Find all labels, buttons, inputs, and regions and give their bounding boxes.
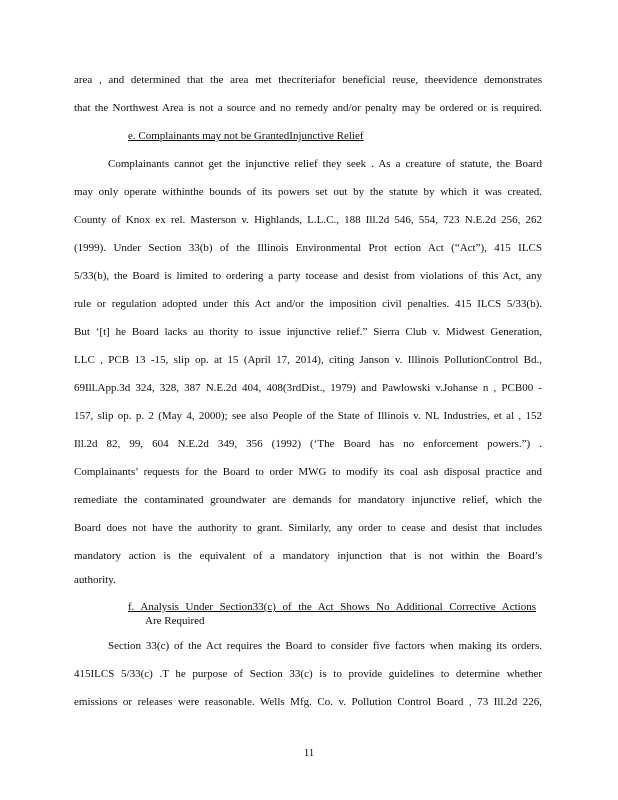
- section-heading-f: f. Analysis Under Section33(c) of the Act Shows No Additional Corrective Actions: [128, 601, 536, 613]
- text-line: Board does not have the authority to grant. Similarly, any order to cease and desist that includes: [74, 522, 542, 534]
- text-line: may only operate withinthe bounds of its powers set out by the statute by which it was created.: [74, 186, 542, 198]
- section-heading-e: e. Complainants may not be GrantedInjunctive Relief: [128, 130, 364, 142]
- text-line: remediate the contaminated groundwater are demands for mandatory injunctive relief, which the: [74, 494, 542, 506]
- citation-line: County of Knox ex rel. Masterson v. Highlands, L.L.C., 188 Ill.2d 546, 554, 723 N.E.2d 256, 262: [74, 214, 542, 226]
- text-line: that the Northwest Area is not a source and no remedy and/or penalty may be ordered or is required.: [74, 102, 542, 114]
- text-line: Ill.2d 82, 99, 604 N.E.2d 349, 356 (1992) (‘The Board has no enforcement powers.”) .: [74, 438, 542, 450]
- text-line: 5/33(b), the Board is limited to ordering a party tocease and desist from violations of this Act, any: [74, 270, 542, 282]
- section-heading-f-continued: Are Required: [145, 615, 205, 627]
- text-line: Complainants’ requests for the Board to order MWG to modify its coal ash disposal practice and: [74, 466, 542, 478]
- text-line: area , and determined that the area met thecriteriafor beneficial reuse, theevidence demonstrates: [74, 74, 542, 86]
- citation-line: But ‘[t] he Board lacks au thority to issue injunctive relief.” Sierra Club v. Midwest Generation,: [74, 326, 542, 338]
- text-line: 415ILCS 5/33(c) .T he purpose of Section 33(c) is to provide guidelines to determine whether: [74, 668, 542, 680]
- text-line: authority.: [74, 574, 116, 586]
- text-line: Complainants cannot get the injunctive relief they seek . As a creature of statute, the Board: [108, 158, 542, 170]
- text-line: Section 33(c) of the Act requires the Board to consider five factors when making its orders.: [108, 640, 542, 652]
- text-line: (1999). Under Section 33(b) of the Illinois Environmental Prot ection Act (“Act”), 415 ILCS: [74, 242, 542, 254]
- citation-line: emissions or releases were reasonable. Wells Mfg. Co. v. Pollution Control Board , 73 Ill.2d 226,: [74, 696, 542, 708]
- citation-line: 69Ill.App.3d 324, 328, 387 N.E.2d 404, 408(3rdDist., 1979) and Pawlowski v.Johanse n , PCB00 -: [74, 382, 542, 394]
- text-line: mandatory action is the equivalent of a mandatory injunction that is not within the Board’s: [74, 550, 542, 562]
- citation-line: 157, slip op. p. 2 (May 4, 2000); see also People of the State of Illinois v. NL Industries, et al , 152: [74, 410, 542, 422]
- citation-line: LLC , PCB 13 -15, slip op. at 15 (April 17, 2014), citing Janson v. Illinois PollutionControl Bd.,: [74, 354, 542, 366]
- text-line: rule or regulation adopted under this Act and/or the imposition civil penalties. 415 ILCS 5/33(b).: [74, 298, 542, 310]
- page-number: 11: [303, 747, 315, 759]
